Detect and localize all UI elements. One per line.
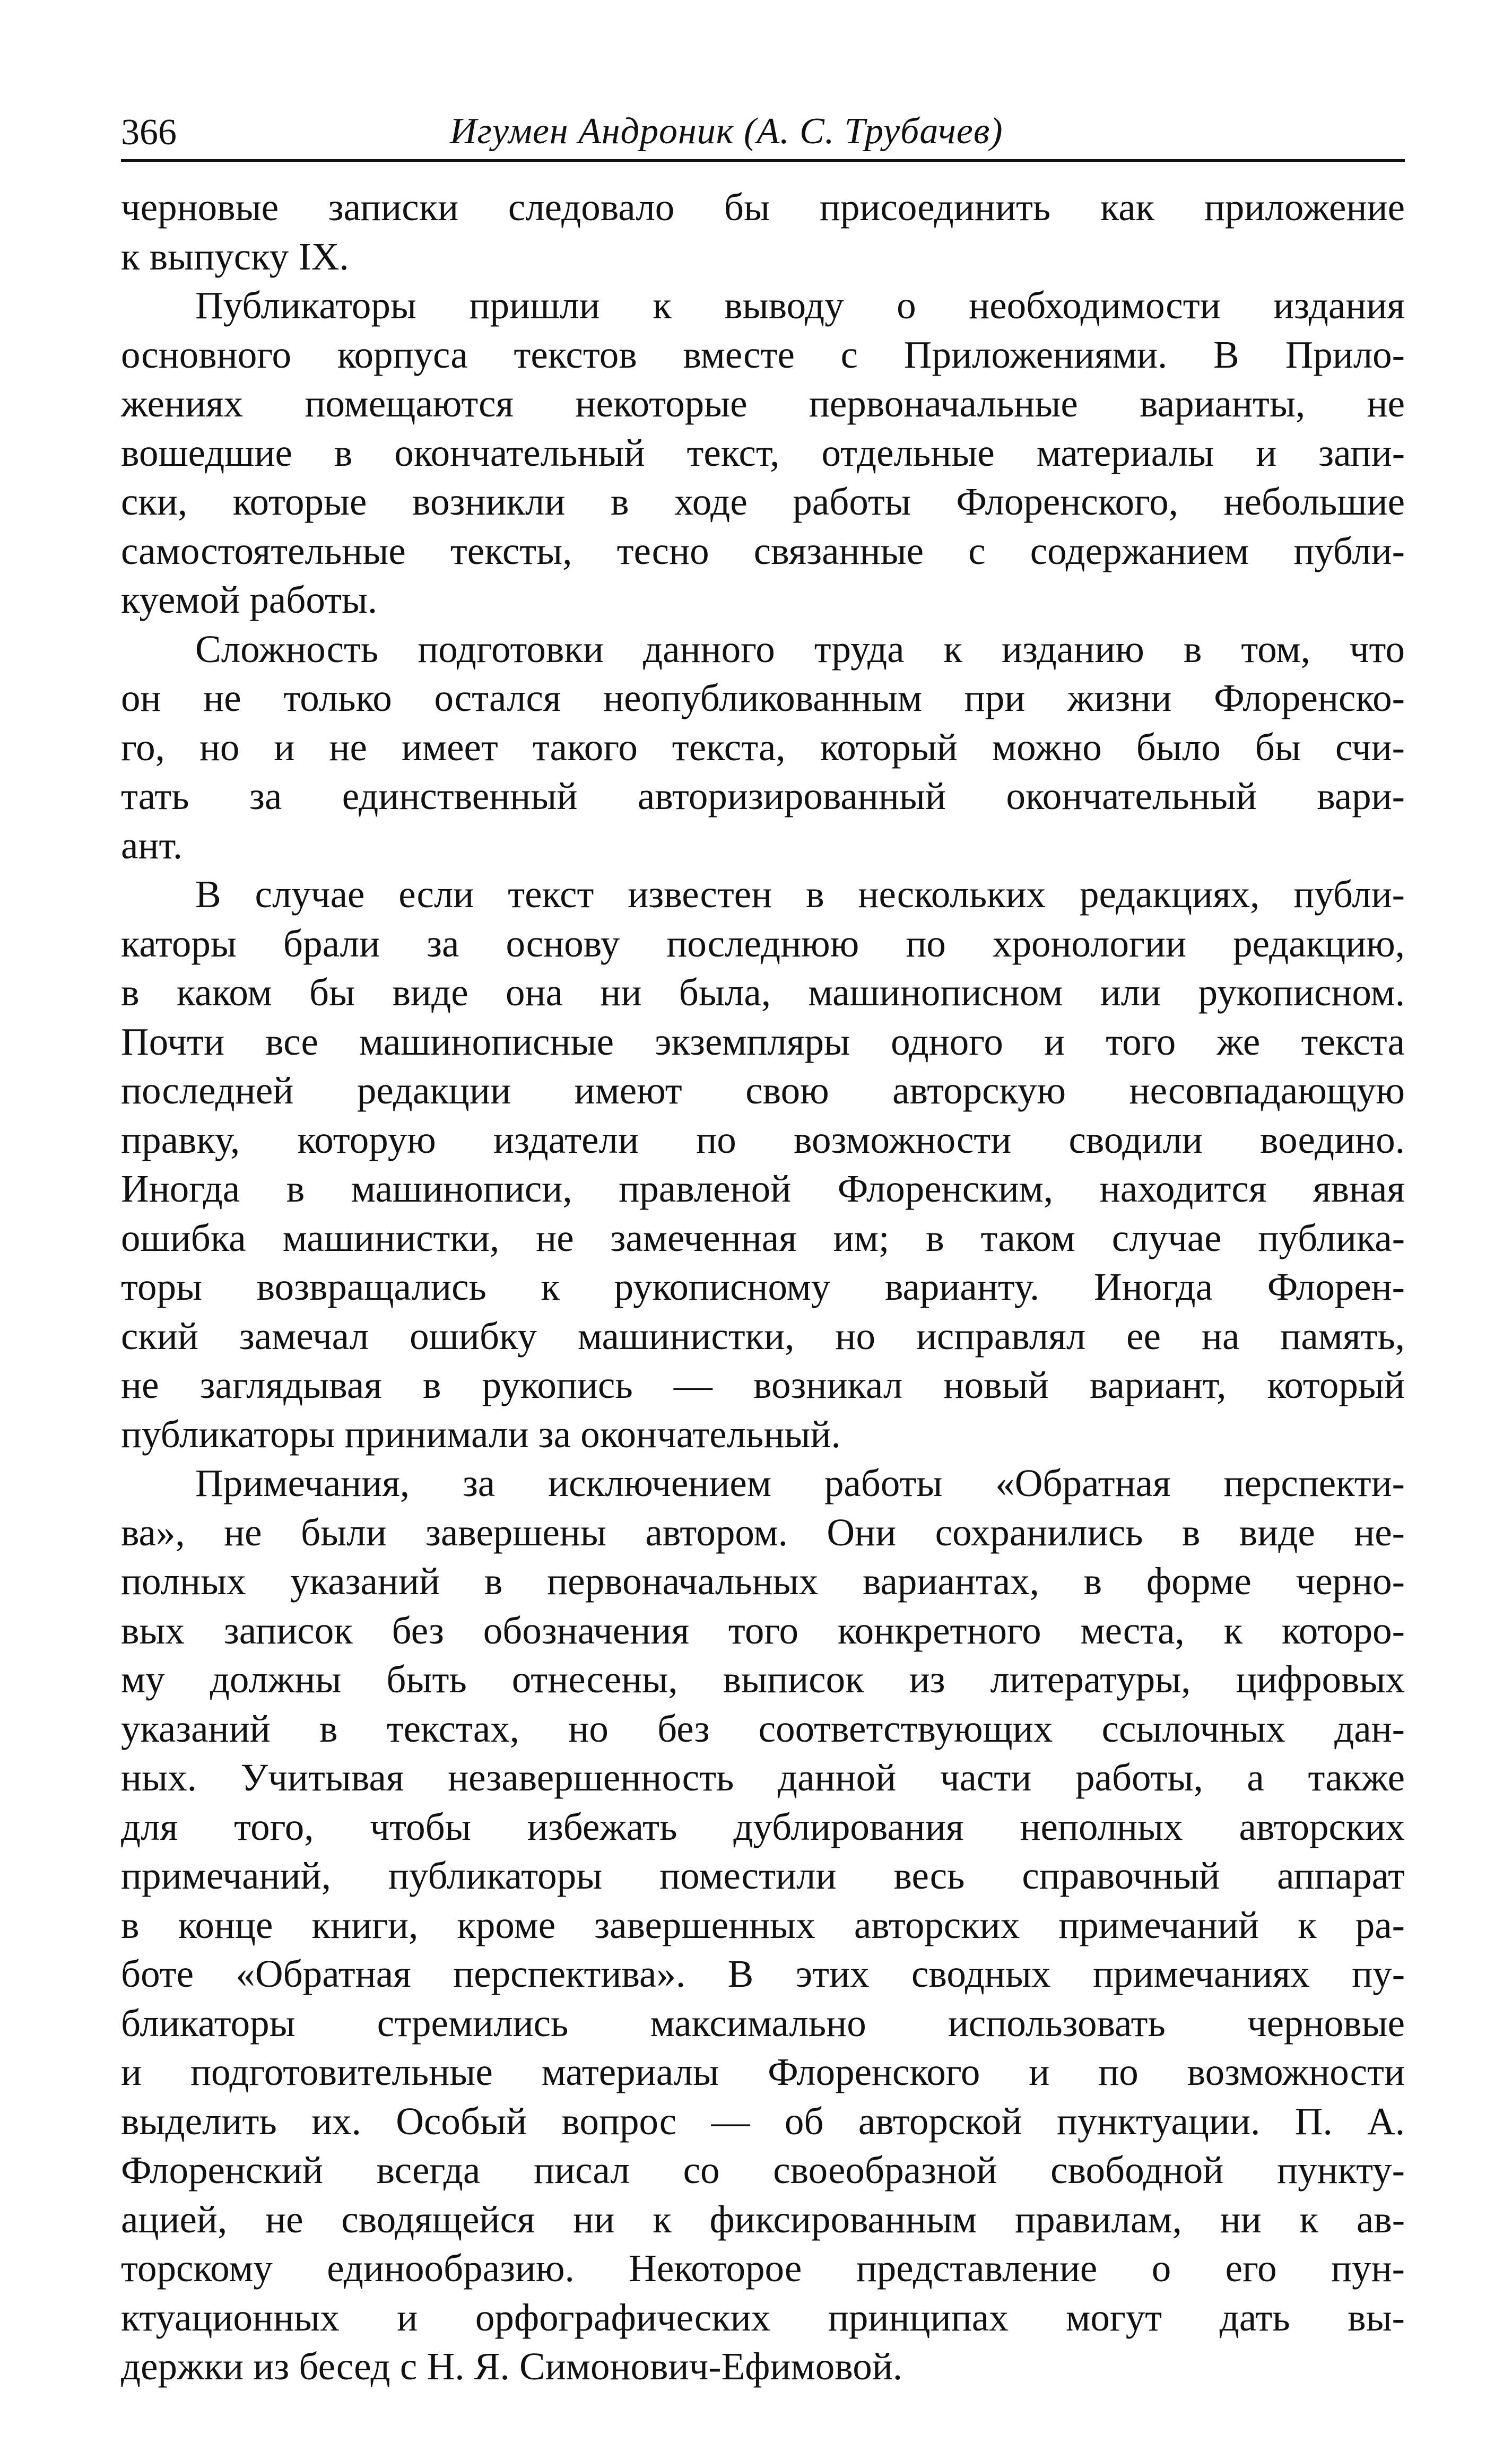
text-line: торскому единообразию. Некоторое представление о его пун- [121, 2247, 1405, 2290]
text-line: полных указаний в первоначальных вариантах, в форме черно- [121, 1560, 1405, 1603]
text-line: выделить их. Особый вопрос — об авторской пунктуации. П. А. [121, 2099, 1405, 2143]
text-line: го, но и не имеет такого текста, который можно было бы счи- [121, 725, 1405, 769]
body-text [121, 183, 1405, 2392]
text-line: для того, чтобы избежать дублирования неполных авторских [121, 1805, 1405, 1848]
running-head [121, 101, 1405, 162]
text-line: публикаторы принимали за окончательный. [121, 1412, 841, 1456]
text-line: в каком бы виде она ни была, машинописном или рукописном. [121, 971, 1405, 1014]
text-line: основного корпуса текстов вместе с Приложениями. В Прило- [121, 333, 1405, 376]
text-line: держки из бесед с Н. Я. Симонович-Ефимовой. [121, 2345, 903, 2388]
text-line: бликаторы стремились максимально использовать черновые [121, 2001, 1405, 2045]
text-line: торы возвращались к рукописному варианту. Иногда Флорен- [121, 1265, 1405, 1308]
page-number: 366 [121, 112, 177, 153]
text-line: и подготовительные материалы Флоренского и по возможности [121, 2050, 1405, 2093]
text-line: В случае если текст известен в нескольких редакциях, публи- [195, 873, 1405, 916]
paragraph [121, 625, 1405, 871]
running-title: Игумен Андроник (А. С. Трубачев) [450, 111, 1003, 152]
text-line: правку, которую издатели по возможности сводили воедино. [121, 1118, 1405, 1161]
text-line: Иногда в машинописи, правленой Флоренским, находится явная [121, 1167, 1405, 1210]
text-line: каторы брали за основу последнюю по хронологии редакцию, [121, 921, 1405, 965]
text-line: куемой работы. [121, 578, 378, 621]
text-line: не заглядывая в рукопись — возникал новый вариант, который [121, 1363, 1405, 1406]
paragraph [121, 1459, 1405, 2392]
text-line: примечаний, публикаторы поместили весь справочный аппарат [121, 1854, 1405, 1897]
text-line: му должны быть отнесены, выписок из литературы, цифровых [121, 1658, 1405, 1701]
text-line: Сложность подготовки данного труда к изданию в том, что [195, 627, 1405, 671]
text-line: черновые записки следовало бы присоединить как приложение [121, 186, 1405, 229]
text-line: ски, которые возникли в ходе работы Флоренского, небольшие [121, 480, 1405, 523]
text-line: он не только остался неопубликованным при жизни Флоренско- [121, 676, 1405, 719]
paragraph [121, 183, 1405, 281]
book-page [121, 101, 1405, 2392]
text-line: ошибка машинистки, не замеченная им; в таком случае публика- [121, 1216, 1405, 1259]
text-line: ных. Учитывая незавершенность данной части работы, а также [121, 1756, 1405, 1799]
text-line: ва», не были завершены автором. Они сохранились в виде не- [121, 1510, 1405, 1554]
text-line: ктуационных и орфографических принципах могут дать вы- [121, 2296, 1405, 2339]
text-line: к выпуску IX. [121, 234, 349, 278]
text-line: тать за единственный авторизированный окончательный вари- [121, 775, 1405, 818]
text-line: жениях помещаются некоторые первоначальные варианты, не [121, 382, 1405, 425]
text-line: ский замечал ошибку машинистки, но исправлял ее на память, [121, 1314, 1405, 1358]
text-line: самостоятельные тексты, тесно связанные с содержанием публи- [121, 529, 1405, 572]
text-line: Публикаторы пришли к выводу о необходимости издания [195, 284, 1405, 327]
text-line: ацией, не сводящейся ни к фиксированным правилам, ни к ав- [121, 2197, 1405, 2241]
text-line: в конце книги, кроме завершенных авторских примечаний к ра- [121, 1903, 1405, 1946]
text-line: ант. [121, 823, 183, 867]
text-line: Почти все машинописные экземпляры одного и того же текста [121, 1020, 1405, 1063]
text-line: вошедшие в окончательный текст, отдельные материалы и запи- [121, 431, 1405, 474]
paragraph [121, 281, 1405, 625]
text-line: указаний в текстах, но без соответствующих ссылочных дан- [121, 1707, 1405, 1750]
text-line: боте «Обратная перспектива». В этих сводных примечаниях пу- [121, 1952, 1405, 1995]
text-line: вых записок без обозначения того конкретного места, к которо- [121, 1608, 1405, 1652]
text-line: последней редакции имеют свою авторскую несовпадающую [121, 1069, 1405, 1112]
text-line: Примечания, за исключением работы «Обратная перспекти- [195, 1462, 1405, 1505]
paragraph [121, 870, 1405, 1459]
text-line: Флоренский всегда писал со своеобразной свободной пункту- [121, 2149, 1405, 2192]
